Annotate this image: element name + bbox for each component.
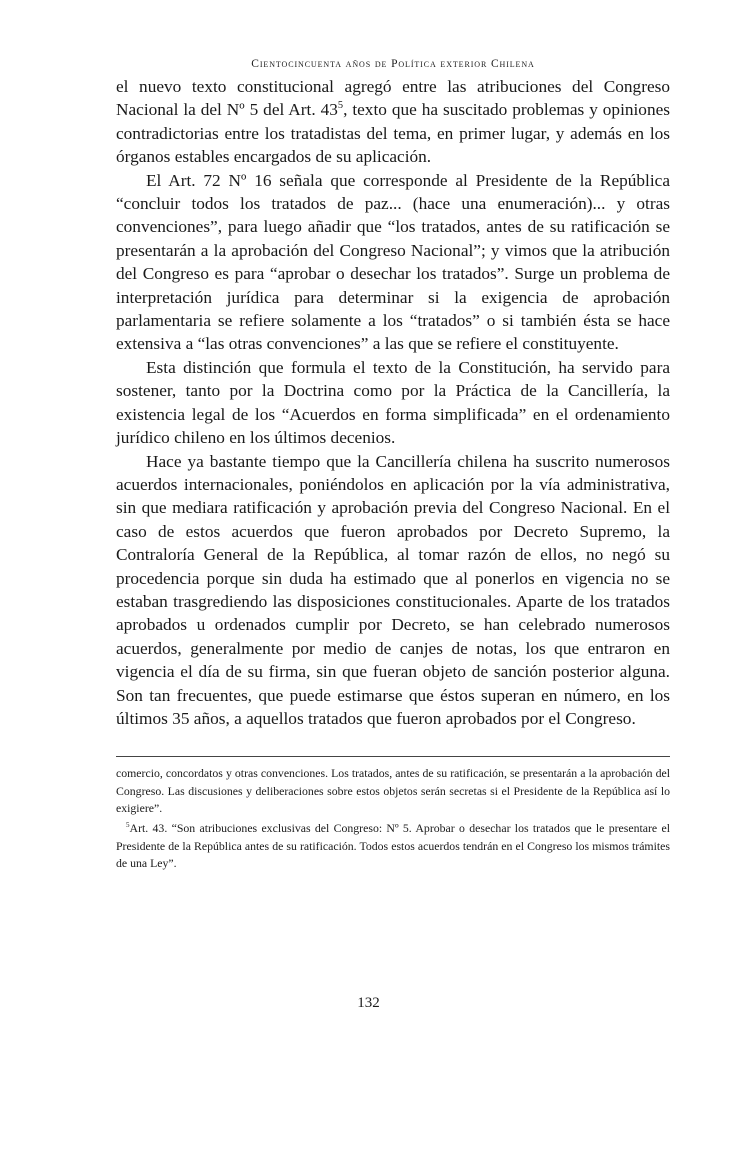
paragraph-1-end: , texto que ha suscitado problemas y opiniones contradictorias entre los tratadistas del tema, en primer lugar, y además en los órganos estables encargados de su aplicación.	[116, 100, 670, 167]
paragraph-2: El Art. 72 Nº 16 señala que corresponde al Presidente de la República “concluir todos los tratados de paz... (hace una enumeración)... y otras convenciones”, para luego añadir que “los tratados, antes de su ratificación se presentarán a la aprobación del Congreso Nacional”; y vimos que la atribución del Congreso es para “aprobar o desechar los tratados”. Surge un problema de interpretación jurídica para determinar si la exigencia de aprobación parlamentaria se refiere solamente a los “tratados” o si también ésta se hace extensiva a “las otras convenciones” a las que se refiere el constituyente.	[116, 170, 670, 354]
footnote-5-marker: 5	[126, 821, 130, 830]
page	[116, 58, 670, 872]
footnote-divider	[116, 756, 670, 757]
page-number: 132	[357, 995, 380, 1011]
running-head: Cientocincuenta años de Política exterior Chilena	[251, 58, 535, 70]
paragraph-4: Hace ya bastante tiempo que la Cancillería chilena ha suscrito numerosos acuerdos internacionales, poniéndolos en aplicación por la vía administrativa, sin que mediara ratificación y aprobación previa del Congreso Nacional. En el caso de estos acuerdos que fueron aprobados por Decreto Supremo, la Contraloría General de la República, al tomar razón de ellos, no negó su procedencia porque sin duda ha estimado que al ponerlos en vigencia no se estaban trasgrediendo las disposiciones constitucionales. Aparte de los tratados aprobados u ordenados cumplir por Decreto, se han celebrado numerosos acuerdos, generalmente por medio de canjes de notas, los que entraron en vigencia el día de su firma, sin que fueran objeto de sanción posterior alguna. Son tan frecuentes, que puede estimarse que éstos superan en número, en los últimos 35 años, a aquellos tratados que fueron aprobados por el Congreso.	[116, 451, 670, 728]
footnote-continuation: comercio, concordatos y otras convenciones. Los tratados, antes de su ratificación, se presentarán a la aprobación del Congreso. Las discusiones y deliberaciones sobre estos objetos serán secretas si el Presidente de la República así lo exigiere”.	[116, 766, 670, 815]
body-text	[116, 75, 670, 730]
footnote-ref-5: 5	[337, 100, 344, 112]
paragraph-3: Esta distinción que formula el texto de la Constitución, ha servido para sostener, tanto por la Doctrina como por la Práctica de la Cancillería, la existencia legal de los “Acuerdos en forma simplificada” en el ordenamiento jurídico chileno en los últimos decenios.	[116, 357, 670, 448]
footnotes	[116, 765, 670, 872]
paragraph-1-start: el nuevo texto constitucional agregó entre las atribuciones del Congreso Nacional la del Nº 5 del Art. 43	[116, 77, 670, 120]
footnote-5	[116, 820, 670, 872]
footnote-5-text: Art. 43. “Son atribuciones exclusivas del Congreso: Nº 5. Aprobar o desechar los tratados que le presentare el Presidente de la República antes de su ratificación. Todos estos acuerdos tendrán en el Congreso los mismos trámites de una Ley”.	[116, 821, 670, 870]
paragraph-1	[116, 75, 670, 169]
